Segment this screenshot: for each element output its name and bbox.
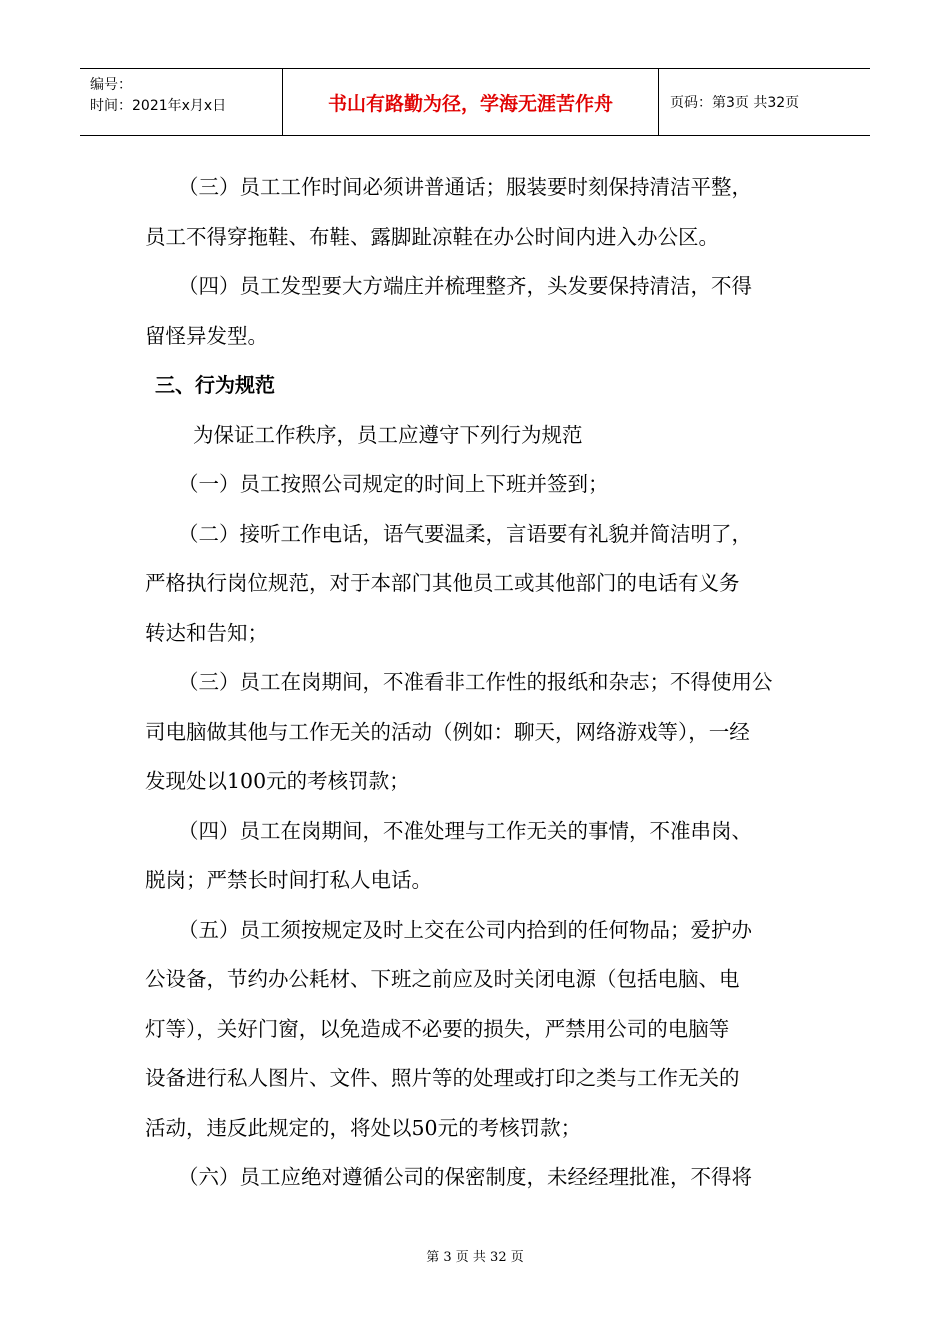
paragraph-line: （三）员工工作时间必须讲普通话；服装要时刻保持清洁平整， — [178, 175, 752, 199]
paragraph-line: 活动，违反此规定的，将处以50元的考核罚款； — [145, 1115, 582, 1140]
paragraph-line: （五）员工须按规定及时上交在公司内拾到的任何物品；爱护办 — [178, 917, 752, 942]
time-label: 时间：2021年x月x日 — [90, 98, 227, 114]
number-label: 编号： — [90, 77, 132, 93]
header-meta — [90, 75, 226, 117]
paragraph-line: 灯等），关好门窗，以免造成不必要的损失，严禁用公司的电脑等 — [145, 1016, 730, 1041]
paragraph-line: 脱岗；严禁长时间打私人电话。 — [145, 868, 432, 892]
paragraph-line: （二）接听工作电话，语气要温柔，言语要有礼貌并简洁明了， — [178, 521, 752, 546]
paragraph-line: （三）员工在岗期间，不准看非工作性的报纸和杂志；不得使用公 — [178, 670, 773, 694]
page-header — [80, 68, 870, 136]
paragraph-line: （六）员工应绝对遵循公司的保密制度，未经经理批准，不得将 — [178, 1165, 752, 1189]
paragraph-line: 为保证工作秩序，员工应遵守下列行为规范 — [193, 422, 583, 447]
paragraph-line: （四）员工发型要大方端庄并梳理整齐，头发要保持清洁，不得 — [178, 274, 752, 298]
paragraph-line: 设备进行私人图片、文件、照片等的处理或打印之类与工作无关的 — [145, 1066, 740, 1090]
paragraph-line: 公设备，节约办公耗材、下班之前应及时关闭电源（包括电脑、电 — [145, 967, 740, 991]
paragraph-line: 转达和告知； — [145, 620, 268, 645]
paragraph-line: 发现处以100元的考核罚款； — [145, 769, 410, 793]
header-motto: 书山有路勤为径，学海无涯苦作舟 — [282, 69, 659, 135]
paragraph-line: 留怪异发型。 — [145, 323, 268, 348]
paragraph-line: （一）员工按照公司规定的时间上下班并签到； — [178, 472, 609, 496]
paragraph-line: 司电脑做其他与工作无关的活动（例如：聊天，网络游戏等），一经 — [145, 719, 750, 744]
paragraph-line: （四）员工在岗期间，不准处理与工作无关的事情，不准串岗、 — [178, 818, 752, 843]
header-page-label: 页码：第3页 共32页 — [670, 95, 800, 111]
section-heading: 三、行为规范 — [155, 373, 275, 397]
page-footer: 第 3 页 共 32 页 — [426, 1250, 524, 1265]
paragraph-line: 严格执行岗位规范，对于本部门其他员工或其他部门的电话有义务 — [145, 571, 740, 595]
paragraph-line: 员工不得穿拖鞋、布鞋、露脚趾凉鞋在办公时间内进入办公区。 — [145, 224, 719, 249]
document-body — [145, 163, 810, 1203]
